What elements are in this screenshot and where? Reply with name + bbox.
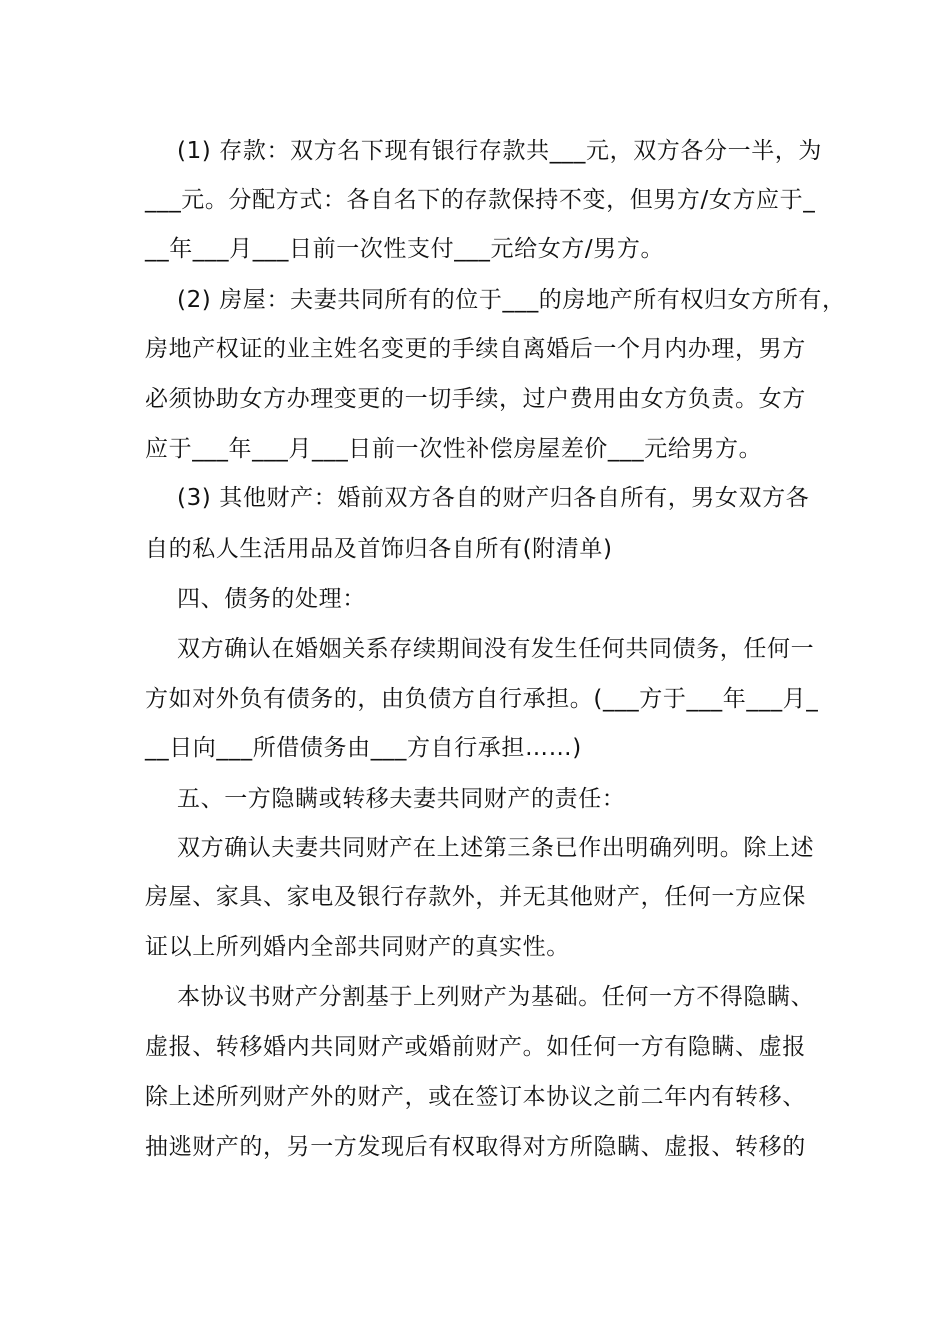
text-line-13: __日向___所借债务由___方自行承担……) bbox=[145, 735, 582, 761]
section-heading-concealment: 五、一方隐瞒或转移夫妻共同财产的责任： bbox=[177, 786, 626, 812]
text-line-21: 抽逃财产的，另一方发现后有权取得对方所隐瞒、虚报、转移的 bbox=[145, 1134, 806, 1160]
text-line-1: (1) 存款：双方名下现有银行存款共___元，双方各分一半，为 bbox=[177, 138, 822, 164]
text-line-5: 房地产权证的业主姓名变更的手续自离婚后一个月内办理，男方 bbox=[145, 336, 806, 362]
text-line-18: 本协议书财产分割基于上列财产为基础。任何一方不得隐瞒、 bbox=[177, 984, 815, 1010]
text-line-2: ___元。分配方式：各自名下的存款保持不变，但男方/女方应于_ bbox=[145, 187, 816, 213]
text-line-19: 虚报、转移婚内共同财产或婚前财产。如任何一方有隐瞒、虚报 bbox=[145, 1034, 806, 1060]
text-line-20: 除上述所列财产外的财产，或在签订本协议之前二年内有转移、 bbox=[145, 1084, 806, 1110]
text-line-4: (2) 房屋：夫妻共同所有的位于___的房地产所有权归女方所有， bbox=[177, 287, 846, 313]
text-line-17: 证以上所列婚内全部共同财产的真实性。 bbox=[145, 934, 570, 960]
text-line-16: 房屋、家具、家电及银行存款外，并无其他财产，任何一方应保 bbox=[145, 884, 806, 910]
text-line-11: 双方确认在婚姻关系存续期间没有发生任何共同债务，任何一 bbox=[177, 636, 815, 662]
text-line-9: 自的私人生活用品及首饰归各自所有(附清单) bbox=[145, 536, 613, 562]
section-heading-debts: 四、债务的处理： bbox=[177, 586, 366, 612]
text-line-6: 必须协助女方办理变更的一切手续，过户费用由女方负责。女方 bbox=[145, 386, 806, 412]
text-line-3: __年___月___日前一次性支付___元给女方/男方。 bbox=[145, 236, 665, 262]
text-line-12: 方如对外负有债务的，由负债方自行承担。(___方于___年___月_ bbox=[145, 686, 819, 712]
text-line-15: 双方确认夫妻共同财产在上述第三条已作出明确列明。除上述 bbox=[177, 835, 815, 861]
text-line-8: (3) 其他财产：婚前双方各自的财产归各自所有，男女双方各 bbox=[177, 485, 810, 511]
text-line-7: 应于___年___月___日前一次性补偿房屋差价___元给男方。 bbox=[145, 436, 763, 462]
